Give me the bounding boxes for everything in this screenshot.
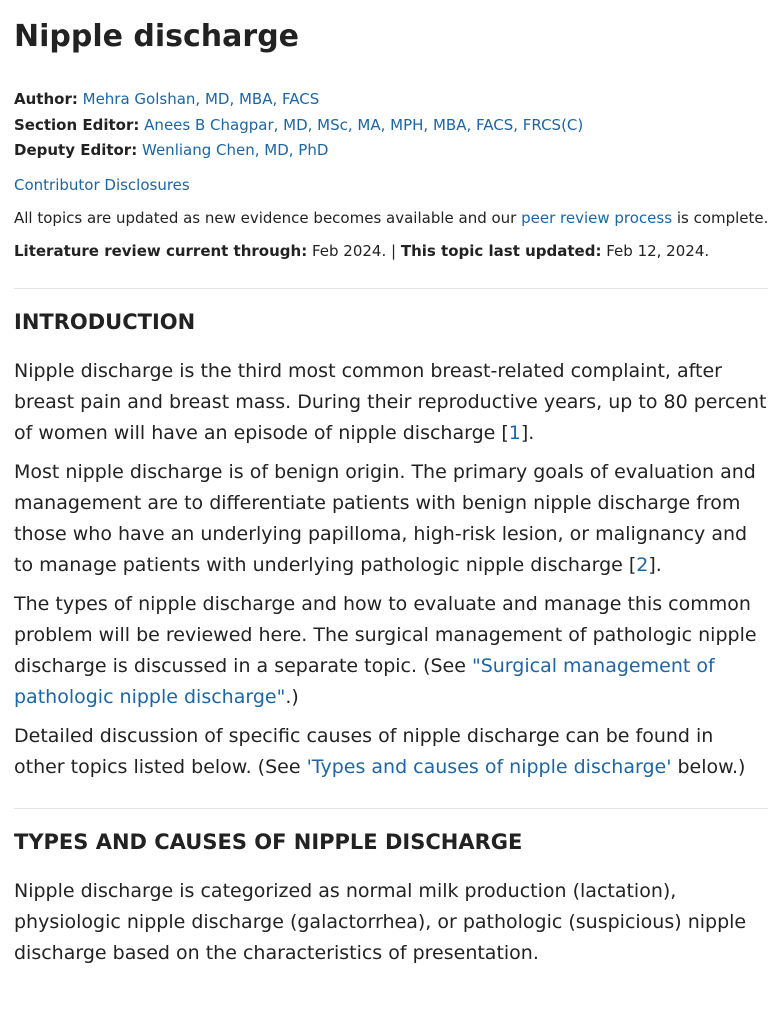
types-causes-link[interactable]: 'Types and causes of nipple discharge' <box>306 755 672 778</box>
deputy-editor-row <box>14 138 754 164</box>
section-heading-types-causes: TYPES AND CAUSES OF NIPPLE DISCHARGE <box>14 829 523 854</box>
deputy-editor-label: Deputy Editor: <box>14 141 138 159</box>
intro-p3-end: .) <box>285 685 299 708</box>
reference-link-1[interactable]: 1 <box>508 421 521 444</box>
section-editor-link[interactable]: Anees B Chagpar, MD, MSc, MA, MPH, MBA, FACS, FRCS(C) <box>144 115 584 134</box>
update-note-post: is complete. <box>672 208 768 227</box>
section-editor-row <box>14 113 754 139</box>
intro-p3-text: The types of nipple discharge and how to evaluate and manage this common problem will be reviewed here. The surgical management of pathologic nipple discharge is discussed in a separate topic. (See <box>14 592 757 677</box>
intro-p4-end: below.) <box>671 755 746 778</box>
intro-p1-text: Nipple discharge is the third most common breast-related complaint, after breast pain and breast mass. During their reproductive years, up to 80 percent of women will have an episode of nipple discharge [ <box>14 359 767 444</box>
divider <box>14 808 768 809</box>
intro-p2-end: ]. <box>648 553 662 576</box>
page-title: Nipple discharge <box>14 19 300 54</box>
last-updated-value: Feb 12, 2024. <box>601 241 710 260</box>
author-label: Author: <box>14 90 78 108</box>
deputy-editor-link[interactable]: Wenliang Chen, MD, PhD <box>142 141 329 159</box>
intro-paragraph-2 <box>14 457 768 581</box>
author-row <box>14 87 754 113</box>
update-note-pre: All topics are updated as new evidence becomes available and our <box>14 208 522 227</box>
contributor-disclosures-link[interactable]: Contributor Disclosures <box>14 175 190 194</box>
types-paragraph-1: Nipple discharge is categorized as normal milk production (lactation), physiologic nipple discharge (galactorrhea), or pathologic (suspicious) nipple discharge based on the characteristics of presentation. <box>14 879 747 964</box>
intro-paragraph-4 <box>14 721 768 783</box>
intro-p4-text: Detailed discussion of specific causes of nipple discharge can be found in other topics listed below. (See <box>14 724 714 778</box>
last-updated-label: This topic last updated: <box>400 241 602 260</box>
surgical-management-link[interactable]: "Surgical management of pathologic nipple discharge" <box>14 654 715 708</box>
intro-p2-text: Most nipple discharge is of benign origin. The primary goals of evaluation and management are to differentiate patients with benign nipple discharge from those who have an underlying papilloma, high-risk lesion, or malignancy and to manage patients with underlying pathologic nipple discharge [ <box>14 460 756 576</box>
review-dates <box>14 239 754 264</box>
reference-link-2[interactable]: 2 <box>636 553 649 576</box>
lit-review-label: Literature review current through: <box>14 241 308 260</box>
lit-review-value: Feb 2024. | <box>307 241 401 260</box>
intro-p1-end: ]. <box>520 421 535 444</box>
section-editor-label: Section Editor: <box>14 115 140 134</box>
intro-paragraph-1 <box>14 356 768 449</box>
author-link[interactable]: Mehra Golshan, MD, MBA, FACS <box>82 90 320 108</box>
divider <box>14 288 768 289</box>
intro-paragraph-3 <box>14 589 768 713</box>
section-heading-introduction: INTRODUCTION <box>14 309 196 334</box>
authorship <box>14 87 754 164</box>
update-note <box>14 206 768 231</box>
peer-review-link[interactable]: peer review process <box>521 208 673 227</box>
